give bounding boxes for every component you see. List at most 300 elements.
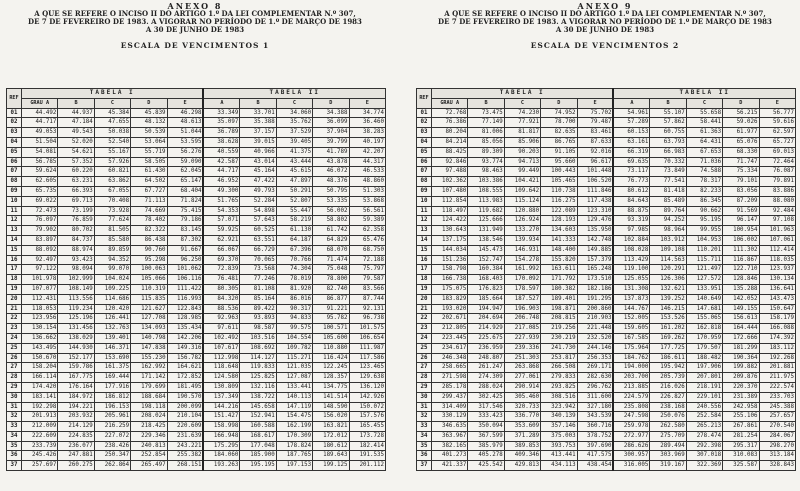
salary-cell: 259.978	[613, 422, 649, 432]
salary-cell: 130.809	[203, 382, 239, 392]
salary-cell: 137.873	[613, 294, 649, 304]
salary-cell: 57.926	[94, 157, 130, 167]
salary-cell: 78.317	[686, 177, 722, 187]
table-row	[7, 186, 386, 196]
ref-cell: 35	[417, 441, 432, 451]
ref-cell: 23	[7, 324, 22, 334]
salary-cell: 116.275	[541, 196, 577, 206]
salary-cell: 86.345	[686, 196, 722, 206]
salary-cell: 375.003	[541, 431, 577, 441]
salary-cell: 113.983	[468, 196, 504, 206]
salary-cell: 67.653	[686, 147, 722, 157]
salary-cell: 114.563	[650, 255, 686, 265]
salary-cell: 54.353	[203, 206, 239, 216]
anexo-8-head-line-3: A 30 DE JUNHO DE 1983	[145, 25, 245, 34]
salary-cell: 219.256	[541, 324, 577, 334]
salary-cell: 62.605	[22, 177, 58, 187]
salary-cell: 123.310	[577, 206, 613, 216]
ref-cell: 18	[7, 275, 22, 285]
salary-cell: 65.147	[167, 177, 203, 187]
salary-cell: 268.151	[167, 461, 203, 471]
salary-cell: 194.947	[468, 304, 504, 314]
salary-cell: 296.762	[577, 382, 613, 392]
salary-cell: 401.273	[432, 451, 468, 461]
salary-cell: 71.824	[167, 196, 203, 206]
salary-cell: 73.199	[58, 206, 94, 216]
salary-cell: 68.070	[313, 245, 349, 255]
ref-cell: 19	[417, 284, 432, 294]
salary-cell: 112.854	[432, 196, 468, 206]
salary-cell: 97.611	[203, 324, 239, 334]
salary-cell: 118.648	[203, 363, 239, 373]
salary-cell: 298.270	[759, 441, 795, 451]
salary-cell: 66.729	[240, 245, 276, 255]
ref-cell: 07	[7, 167, 22, 177]
salary-cell: 194.221	[58, 402, 94, 412]
salary-cell: 175.295	[203, 441, 239, 451]
salary-cell: 91.569	[723, 206, 759, 216]
salary-cell: 156.613	[723, 314, 759, 324]
salary-cell: 144.216	[203, 402, 239, 412]
salary-cell: 47.184	[58, 118, 94, 128]
salary-cell: 64.187	[276, 235, 312, 245]
table-row	[417, 196, 796, 206]
salary-cell: 196.903	[504, 304, 540, 314]
salary-cell: 77.246	[240, 275, 276, 285]
salary-cell: 66.983	[650, 147, 686, 157]
salary-cell: 86.016	[276, 294, 312, 304]
salary-cell: 49.053	[22, 128, 58, 138]
salary-cell: 98.463	[468, 167, 504, 177]
salary-cell: 145.658	[240, 402, 276, 412]
salary-cell: 66.319	[613, 147, 649, 157]
salary-cell: 107.617	[203, 343, 239, 353]
salary-cell: 125.825	[240, 373, 276, 383]
salary-cell: 159.605	[613, 324, 649, 334]
salary-cell: 336.770	[504, 412, 540, 422]
salary-cell: 171.142	[131, 373, 167, 383]
salary-cell: 149.155	[723, 304, 759, 314]
salary-cell: 93.893	[240, 314, 276, 324]
salary-cell: 214.929	[468, 324, 504, 334]
salary-cell: 47.422	[240, 177, 276, 187]
salary-cell: 162.818	[686, 324, 722, 334]
salary-cell: 236.959	[468, 343, 504, 353]
salary-cell: 97.108	[759, 216, 795, 226]
salary-cell: 111.846	[577, 186, 613, 196]
salary-cell: 76.481	[203, 275, 239, 285]
salary-cell: 225.675	[468, 333, 504, 343]
ref-cell: 23	[417, 324, 432, 334]
salary-cell: 89.422	[240, 304, 276, 314]
salary-cell: 166.114	[22, 373, 58, 383]
table-row	[417, 451, 796, 461]
salary-cell: 81.418	[650, 186, 686, 196]
table-row	[417, 226, 796, 236]
salary-cell: 218.425	[131, 422, 167, 432]
salary-cell: 139.401	[94, 333, 130, 343]
salary-cell: 166.948	[203, 431, 239, 441]
salary-cell: 92.016	[577, 147, 613, 157]
salary-cell: 80.702	[58, 226, 94, 236]
grade-e-header: E	[759, 98, 795, 108]
salary-cell: 39.405	[276, 137, 312, 147]
salary-cell: 121.627	[131, 304, 167, 314]
salary-cell: 118.497	[432, 206, 468, 216]
salary-cell: 101.448	[577, 167, 613, 177]
salary-cell: 202.671	[432, 314, 468, 324]
salary-cell: 302.425	[468, 392, 504, 402]
salary-cell: 160.384	[468, 265, 504, 275]
table-row	[417, 461, 796, 471]
salary-cell: 151.236	[432, 255, 468, 265]
salary-cell: 61.430	[131, 167, 167, 177]
ref-cell: 32	[417, 412, 432, 422]
salary-cell: 72.768	[432, 108, 468, 118]
salary-cell: 52.540	[94, 137, 130, 147]
salary-cell: 176.823	[468, 284, 504, 294]
salary-cell: 35.762	[276, 118, 312, 128]
salary-cell: 33.701	[240, 108, 276, 118]
salary-cell: 138.029	[58, 333, 94, 343]
salary-cell: 95.195	[686, 216, 722, 226]
salary-cell: 85.489	[650, 196, 686, 206]
salary-cell: 91.221	[313, 304, 349, 314]
salary-cell: 188.684	[131, 392, 167, 402]
salary-cell: 35.097	[203, 118, 239, 128]
salary-cell: 110.880	[313, 343, 349, 353]
tabela-ii-header: TABELA II	[613, 89, 795, 99]
salary-cell: 79.902	[22, 226, 58, 236]
salary-cell: 346.635	[432, 422, 468, 432]
salary-cell: 218.191	[686, 382, 722, 392]
salary-cell: 69.022	[22, 196, 58, 206]
salary-cell: 260.275	[58, 461, 94, 471]
salary-cell: 181.495	[167, 382, 203, 392]
salary-cell: 251.303	[504, 353, 540, 363]
salary-cell: 62.358	[349, 226, 385, 236]
salary-cell: 201.112	[349, 461, 385, 471]
salary-cell: 127.087	[276, 373, 312, 383]
salary-cell: 65.727	[759, 137, 795, 147]
table-row	[7, 353, 386, 363]
table-row	[7, 157, 386, 167]
table-row	[7, 392, 386, 402]
salary-cell: 70.332	[650, 157, 686, 167]
table-row	[417, 118, 796, 128]
salary-cell: 232.520	[577, 333, 613, 343]
salary-cell: 389.853	[504, 441, 540, 451]
grade-e-header: E	[167, 98, 203, 108]
salary-cell: 216.026	[650, 382, 686, 392]
salary-cell: 89.309	[468, 147, 504, 157]
table-row	[417, 206, 796, 216]
salary-cell: 282.630	[577, 373, 613, 383]
salary-cell: 131.308	[613, 284, 649, 294]
ref-header: REF	[7, 89, 22, 109]
salary-cell: 103.386	[468, 177, 504, 187]
salary-cell: 74.304	[276, 265, 312, 275]
salary-cell: 70.408	[94, 196, 130, 206]
salary-cell: 167.775	[58, 373, 94, 383]
salary-cell: 105.066	[131, 275, 167, 285]
salary-cell: 133.270	[504, 226, 540, 236]
salary-cell: 196.153	[94, 402, 130, 412]
table-row	[7, 118, 386, 128]
salary-cell: 166.738	[432, 275, 468, 285]
salary-cell: 116.424	[313, 353, 349, 363]
ref-cell: 14	[417, 235, 432, 245]
salary-cell: 70.065	[240, 255, 276, 265]
salary-cell: 73.475	[468, 108, 504, 118]
salary-cell: 139.252	[650, 294, 686, 304]
salary-cell: 75.797	[349, 265, 385, 275]
salary-cell: 209.876	[723, 373, 759, 383]
salary-cell: 275.709	[650, 431, 686, 441]
salary-cell: 76.859	[58, 216, 94, 226]
tabela-i-header: TABELA I	[432, 89, 614, 99]
salary-cell: 103.912	[650, 235, 686, 245]
salary-cell: 51.303	[349, 186, 385, 196]
salary-cell: 137.175	[432, 235, 468, 245]
salary-cell: 288.024	[468, 382, 504, 392]
salary-cell: 101.575	[349, 324, 385, 334]
salary-cell: 246.348	[432, 353, 468, 363]
salary-cell: 61.363	[686, 128, 722, 138]
salary-cell: 113.429	[613, 255, 649, 265]
salary-cell: 178.824	[276, 441, 312, 451]
ref-cell: 35	[7, 441, 22, 451]
salary-cell: 141.514	[313, 392, 349, 402]
salary-cell: 265.213	[686, 422, 722, 432]
salary-cell: 99.575	[276, 324, 312, 334]
salary-cell: 303.969	[650, 451, 686, 461]
salary-cell: 88.092	[22, 245, 58, 255]
salary-cell: 61.742	[313, 226, 349, 236]
salary-cell: 56.215	[723, 108, 759, 118]
table-row	[417, 255, 796, 265]
table-row	[417, 363, 796, 373]
anexo-9-head-line-1: A QUE SE REFERE O INCISO II DO ARTIGO 1.º DA LEI COMPLEMENTAR N.º 307,	[444, 9, 766, 18]
ref-cell: 03	[7, 128, 22, 138]
salary-cell: 173.728	[349, 431, 385, 441]
salary-cell: 52.807	[276, 196, 312, 206]
salary-cell: 59.616	[759, 118, 795, 128]
salary-cell: 72.473	[22, 206, 58, 216]
salary-cell: 69.013	[759, 147, 795, 157]
salary-cell: 104.953	[686, 235, 722, 245]
salary-cell: 59.026	[723, 118, 759, 128]
ref-cell: 32	[7, 412, 22, 422]
table-row	[7, 235, 386, 245]
salary-cell: 314.409	[432, 402, 468, 412]
salary-cell: 93.319	[613, 216, 649, 226]
salary-cell: 221.448	[577, 324, 613, 334]
salary-cell: 255.382	[167, 451, 203, 461]
salary-cell: 44.717	[203, 167, 239, 177]
salary-cell: 220.609	[167, 422, 203, 432]
salary-cell: 48.376	[313, 177, 349, 187]
salary-cell: 63.231	[58, 177, 94, 187]
table-row	[417, 353, 796, 363]
table-row	[7, 441, 386, 451]
salary-cell: 100.063	[131, 265, 167, 275]
salary-cell: 110.738	[541, 186, 577, 196]
salary-cell: 231.389	[723, 392, 759, 402]
salary-cell: 163.821	[313, 422, 349, 432]
salary-cell: 40.966	[240, 147, 276, 157]
salary-cell: 55.167	[94, 147, 130, 157]
salary-cell: 413.441	[541, 451, 577, 461]
salary-cell: 208.815	[541, 314, 577, 324]
salary-cell: 123.956	[22, 314, 58, 324]
salary-cell: 393.753	[541, 441, 577, 451]
ref-cell: 09	[417, 186, 432, 196]
salary-cell: 164.444	[723, 324, 759, 334]
salary-cell: 327.180	[577, 402, 613, 412]
salary-cell: 156.020	[313, 412, 349, 422]
salary-cell: 79.186	[167, 216, 203, 226]
salary-cell: 190.364	[723, 353, 759, 363]
salary-cell: 158.998	[203, 422, 239, 432]
salary-cell: 248.807	[468, 353, 504, 363]
salary-cell: 92.497	[22, 255, 58, 265]
salary-cell: 51.504	[22, 137, 58, 147]
ref-cell: 28	[417, 373, 432, 383]
salary-cell: 89.859	[94, 245, 130, 255]
salary-cell: 95.660	[541, 157, 577, 167]
salary-cell: 56.777	[759, 108, 795, 118]
salary-cell: 80.305	[203, 284, 239, 294]
salary-cell: 257.657	[759, 412, 795, 422]
salary-cell: 161.992	[504, 265, 540, 275]
salary-cell: 90.760	[131, 245, 167, 255]
salary-cell: 99.449	[504, 167, 540, 177]
salary-cell: 65.076	[723, 137, 759, 147]
salary-cell: 269.171	[577, 363, 613, 373]
salary-cell: 144.034	[432, 245, 468, 255]
salary-cell: 60.755	[650, 128, 686, 138]
salary-cell: 122.245	[313, 363, 349, 373]
salary-cell: 267.861	[723, 422, 759, 432]
salary-cell: 281.254	[723, 431, 759, 441]
salary-cell: 134.603	[541, 226, 577, 236]
salary-cell: 136.120	[349, 382, 385, 392]
salary-cell: 116.867	[723, 255, 759, 265]
salary-cell: 115.124	[504, 196, 540, 206]
ref-cell: 30	[417, 392, 432, 402]
grade-c-header: C	[504, 98, 540, 108]
salary-cell: 97.985	[613, 226, 649, 236]
salary-cell: 86.438	[131, 235, 167, 245]
salary-cell: 112.414	[759, 245, 795, 255]
salary-cell: 152.747	[468, 255, 504, 265]
salary-cell: 152.941	[240, 412, 276, 422]
salary-cell: 124.422	[432, 216, 468, 226]
salary-cell: 43.014	[240, 157, 276, 167]
salary-cell: 155.230	[131, 353, 167, 363]
salary-cell: 124.580	[203, 373, 239, 383]
salary-cell: 226.827	[650, 392, 686, 402]
salary-cell: 66.067	[203, 245, 239, 255]
salary-cell: 88.080	[759, 196, 795, 206]
salary-cell: 79.891	[759, 177, 795, 187]
salary-cell: 191.295	[577, 294, 613, 304]
salary-cell: 121.035	[276, 363, 312, 373]
salary-cell: 85.056	[468, 137, 504, 147]
salary-cell: 300.957	[613, 451, 649, 461]
salary-cell: 360.716	[577, 422, 613, 432]
salary-cell: 82.233	[686, 186, 722, 196]
salary-cell: 305.460	[504, 392, 540, 402]
ref-cell: 20	[7, 294, 22, 304]
salary-cell: 60.220	[58, 167, 94, 177]
table-row	[7, 333, 386, 343]
ref-cell: 06	[417, 157, 432, 167]
salary-cell: 108.555	[468, 186, 504, 196]
salary-cell: 78.800	[313, 275, 349, 285]
salary-cell: 108.149	[58, 284, 94, 294]
salary-cell: 238.168	[650, 402, 686, 412]
salary-cell: 134.775	[313, 382, 349, 392]
salary-cell: 102.362	[432, 177, 468, 187]
salary-cell: 62.045	[167, 167, 203, 177]
salary-cell: 107.480	[432, 186, 468, 196]
anexo-8-table-body	[7, 108, 386, 470]
salary-cell: 76.386	[432, 118, 468, 128]
salary-cell: 135.950	[577, 226, 613, 236]
table-row	[417, 324, 796, 334]
salary-cell: 77.921	[504, 118, 540, 128]
salary-cell: 230.219	[541, 333, 577, 343]
salary-cell: 290.914	[504, 382, 540, 392]
table-row	[7, 216, 386, 226]
salary-cell: 71.036	[686, 157, 722, 167]
salary-cell: 83.056	[723, 186, 759, 196]
ref-cell: 04	[417, 137, 432, 147]
salary-cell: 316.005	[613, 461, 649, 471]
salary-cell: 174.420	[22, 382, 58, 392]
salary-cell: 150.072	[349, 402, 385, 412]
salary-cell: 227.939	[504, 333, 540, 343]
salary-cell: 59.090	[167, 157, 203, 167]
salary-cell: 128.846	[723, 275, 759, 285]
salary-cell: 98.587	[240, 324, 276, 334]
salary-cell: 140.798	[131, 333, 167, 343]
salary-cell: 47.655	[94, 118, 130, 128]
salary-cell: 61.977	[723, 128, 759, 138]
salary-cell: 96.617	[577, 157, 613, 167]
salary-cell: 91.105	[541, 147, 577, 157]
salary-cell: 38.628	[203, 137, 239, 147]
salary-cell: 92.963	[203, 314, 239, 324]
ref-cell: 36	[7, 451, 22, 461]
table-row	[417, 186, 796, 196]
salary-cell: 78.019	[276, 275, 312, 285]
salary-cell: 233.703	[759, 392, 795, 402]
ref-cell: 14	[7, 235, 22, 245]
salary-cell: 146.371	[94, 343, 130, 353]
ref-cell: 18	[417, 275, 432, 285]
table-row	[7, 402, 386, 412]
ref-cell: 31	[7, 402, 22, 412]
table-row	[417, 441, 796, 451]
grade-e-header: E	[577, 98, 613, 108]
salary-cell: 143.473	[759, 294, 795, 304]
salary-cell: 133.441	[276, 382, 312, 392]
grade-a-header	[22, 98, 58, 108]
salary-cell: 154.475	[276, 412, 312, 422]
